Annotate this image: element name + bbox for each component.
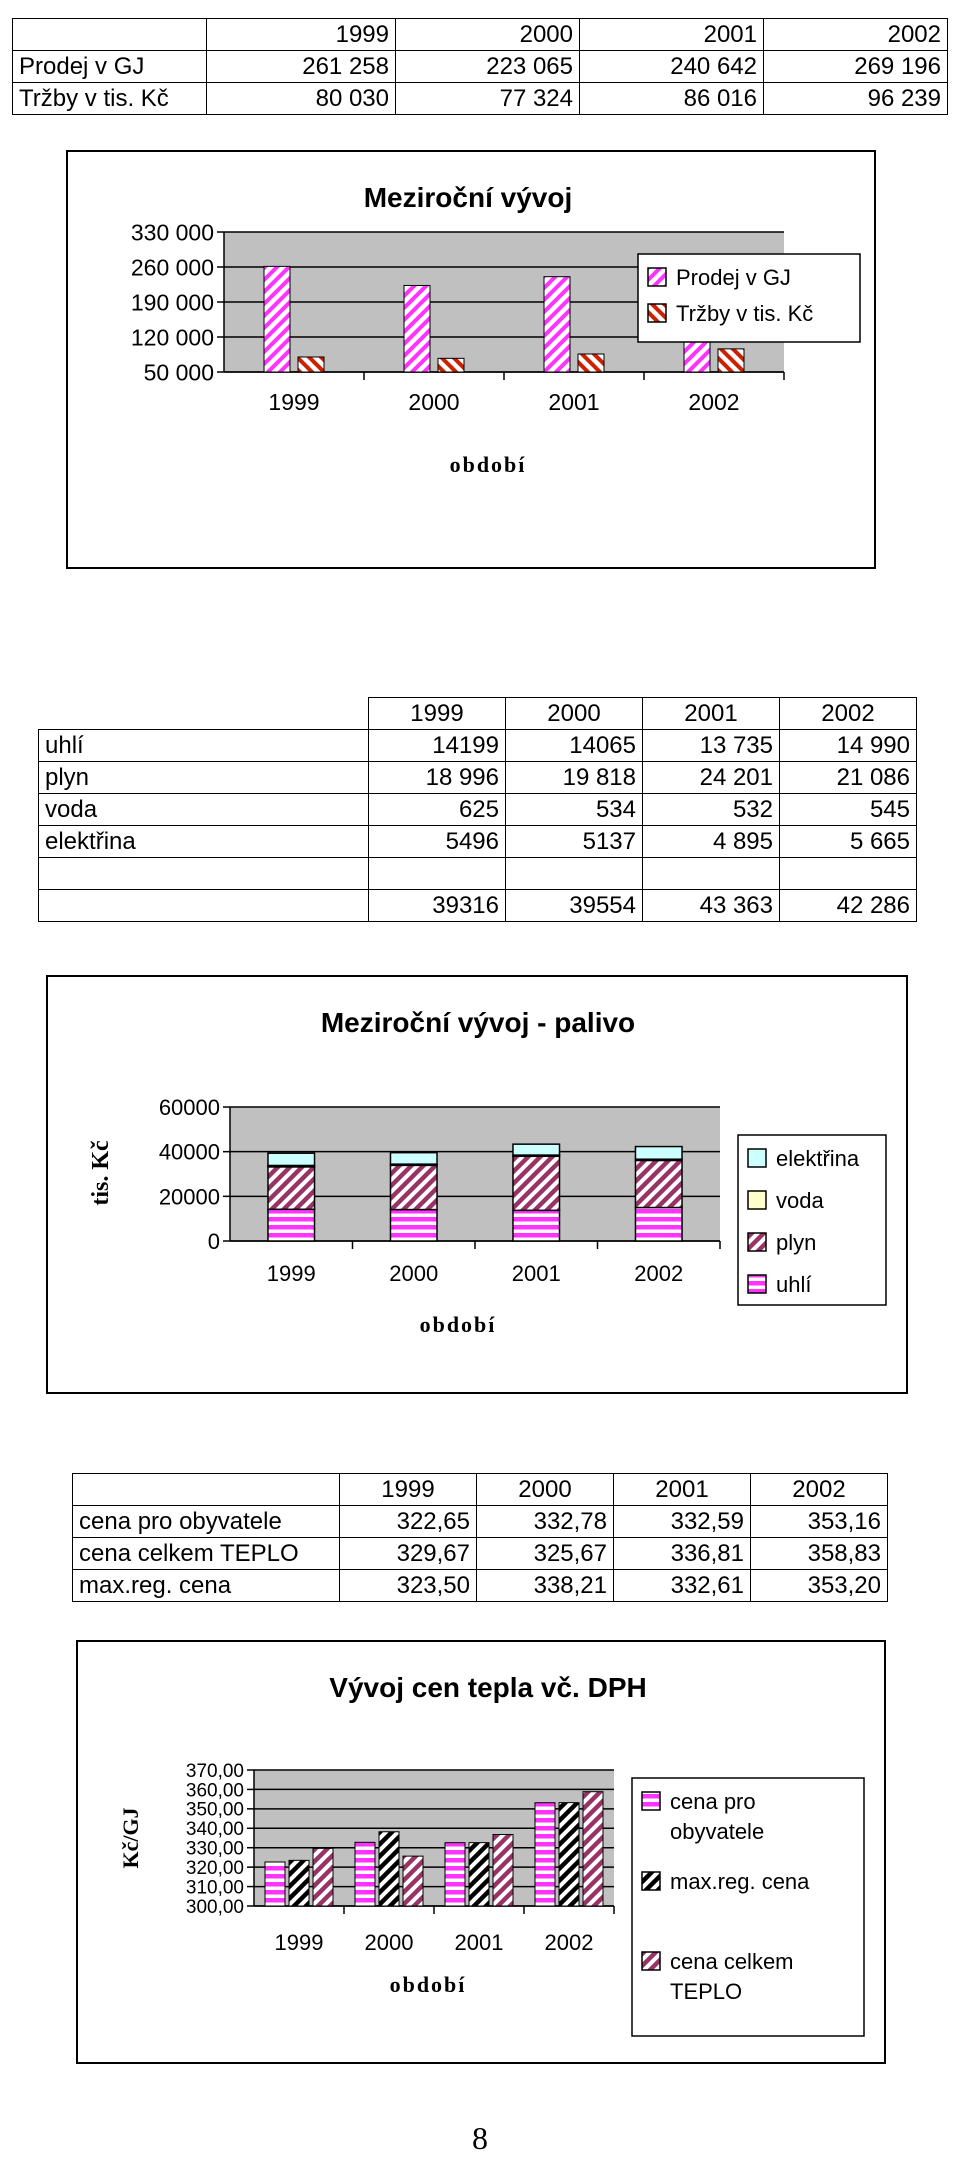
x-tick-label: 2001 (454, 1930, 504, 1955)
year-header: 2000 (396, 19, 580, 51)
legend-swatch (748, 1149, 766, 1167)
total-value: 42 286 (780, 890, 917, 922)
table-row (73, 1538, 888, 1570)
bar (298, 357, 324, 372)
price-table (72, 1473, 888, 1602)
row-label: max.reg. cena (73, 1570, 340, 1602)
cell-value: 332,78 (477, 1506, 614, 1538)
bar (544, 277, 570, 372)
y-tick-label: 60000 (158, 1094, 220, 1120)
cell-value: 336,81 (614, 1538, 751, 1570)
cell-value: 77 324 (396, 83, 580, 115)
cell-value: 21 086 (780, 762, 917, 794)
bar-segment (268, 1153, 315, 1165)
y-tick-label: 370,00 (185, 1760, 244, 1782)
x-tick-label: 2000 (408, 389, 460, 415)
bar (289, 1860, 309, 1906)
cell-value: 14 990 (780, 730, 917, 762)
bar-segment (268, 1167, 315, 1209)
x-tick-label: 2002 (688, 389, 740, 415)
row-label: cena celkem TEPLO (73, 1538, 340, 1570)
cell-value: 325,67 (477, 1538, 614, 1570)
cell-value: 532 (643, 794, 780, 826)
table-row (39, 794, 917, 826)
cell-value: 240 642 (580, 51, 764, 83)
row-label: Prodej v GJ (13, 51, 207, 83)
chart-svg (78, 1642, 884, 2062)
legend-swatch (642, 1792, 660, 1810)
x-axis-label: období (419, 1312, 497, 1337)
table-header-row (13, 19, 948, 51)
row-label: Tržby v tis. Kč (13, 83, 207, 115)
y-tick-label: 0 (207, 1228, 220, 1254)
cell-value: 5137 (506, 826, 643, 858)
bar-segment (513, 1144, 560, 1155)
total-label-cell (39, 890, 369, 922)
year-header: 2000 (477, 1474, 614, 1506)
x-tick-label: 2000 (389, 1261, 439, 1286)
empty-cell (39, 858, 369, 890)
total-value: 39316 (369, 890, 506, 922)
year-header: 1999 (369, 698, 506, 730)
total-value: 43 363 (643, 890, 780, 922)
cell-value: 14199 (369, 730, 506, 762)
bar (583, 1792, 603, 1906)
cell-value: 24 201 (643, 762, 780, 794)
x-axis-label: období (389, 1972, 467, 1997)
year-header: 1999 (340, 1474, 477, 1506)
row-label: cena pro obyvatele (73, 1506, 340, 1538)
bar-segment (513, 1210, 560, 1241)
table-row-empty (39, 858, 917, 890)
y-tick-label: 120 000 (130, 324, 214, 351)
bar (438, 358, 464, 372)
bar (379, 1832, 399, 1906)
chart-heat-price (76, 1640, 886, 2064)
y-tick-label: 20000 (158, 1184, 220, 1210)
x-tick-label: 2000 (364, 1930, 414, 1955)
total-value: 39554 (506, 890, 643, 922)
row-label: uhlí (39, 730, 369, 762)
year-header: 2001 (643, 698, 780, 730)
cell-value: 545 (780, 794, 917, 826)
empty-cell (369, 858, 506, 890)
empty-cell (780, 858, 917, 890)
table-total-row (39, 890, 917, 922)
table-corner-cell (73, 1474, 340, 1506)
cell-value: 534 (506, 794, 643, 826)
x-tick-label: 2001 (548, 389, 600, 415)
cell-value: 14065 (506, 730, 643, 762)
row-label: voda (39, 794, 369, 826)
cell-value: 353,20 (751, 1570, 888, 1602)
bar (403, 1856, 423, 1906)
legend-swatch (648, 304, 666, 322)
y-tick-label: 360,00 (185, 1780, 244, 1802)
legend-label: TEPLO (670, 1979, 743, 2004)
year-header: 2002 (764, 19, 948, 51)
x-tick-label: 1999 (266, 1261, 316, 1286)
table-header-row (39, 698, 917, 730)
legend-label: cena pro (670, 1789, 756, 1814)
legend-swatch (642, 1952, 660, 1970)
chart-sales-revenue (66, 150, 876, 569)
bar (265, 1862, 285, 1906)
legend-label: max.reg. cena (670, 1869, 810, 1894)
cell-value: 625 (369, 794, 506, 826)
legend-label: elektřina (776, 1146, 860, 1171)
bar (445, 1843, 465, 1906)
y-tick-label: 330,00 (185, 1838, 244, 1860)
cell-value: 329,67 (340, 1538, 477, 1570)
y-tick-label: 310,00 (185, 1877, 244, 1899)
legend-swatch (642, 1872, 660, 1890)
y-tick-label: 320,00 (185, 1857, 244, 1879)
y-tick-label: 190 000 (130, 289, 214, 316)
x-axis-label: období (449, 452, 527, 477)
bar (264, 266, 290, 372)
bar (313, 1848, 333, 1906)
year-header: 2001 (580, 19, 764, 51)
row-label: plyn (39, 762, 369, 794)
cell-value: 353,16 (751, 1506, 888, 1538)
cell-value: 332,59 (614, 1506, 751, 1538)
table-corner-cell (13, 19, 207, 51)
page-number: 8 (472, 2120, 488, 2156)
chart-title: Meziroční vývoj - palivo (320, 1007, 636, 1038)
y-tick-label: 260 000 (130, 254, 214, 281)
year-header: 2000 (506, 698, 643, 730)
chart-title: Vývoj cen tepla vč. DPH (329, 1672, 647, 1703)
sales-table (12, 18, 948, 115)
bar (355, 1842, 375, 1906)
legend-label: voda (776, 1188, 824, 1213)
chart-fuel (46, 975, 908, 1394)
cell-value: 332,61 (614, 1570, 751, 1602)
chart-svg (48, 977, 906, 1392)
x-tick-label: 1999 (268, 389, 320, 415)
legend-swatch (748, 1233, 766, 1251)
bar-segment (268, 1209, 315, 1241)
bar (404, 285, 430, 372)
x-tick-label: 2001 (511, 1261, 561, 1286)
legend-label: Prodej v GJ (676, 265, 791, 290)
x-tick-label: 2002 (634, 1261, 684, 1286)
table-row (39, 826, 917, 858)
cell-value: 5 665 (780, 826, 917, 858)
legend-swatch (748, 1191, 766, 1209)
empty-cell (643, 858, 780, 890)
cell-value: 4 895 (643, 826, 780, 858)
table-row (73, 1506, 888, 1538)
x-tick-label: 2002 (544, 1930, 594, 1955)
legend-swatch (748, 1275, 766, 1293)
chart-title: Meziroční vývoj (363, 182, 573, 213)
cell-value: 323,50 (340, 1570, 477, 1602)
cell-value: 96 239 (764, 83, 948, 115)
bar (578, 354, 604, 372)
year-header: 2002 (780, 698, 917, 730)
chart-svg (68, 152, 874, 567)
legend-label: Tržby v tis. Kč (676, 301, 814, 326)
cell-value: 261 258 (207, 51, 396, 83)
table-row (39, 762, 917, 794)
y-tick-label: 340,00 (185, 1819, 244, 1841)
cell-value: 5496 (369, 826, 506, 858)
bar (718, 349, 744, 372)
table-header-row (73, 1474, 888, 1506)
legend-box (632, 1778, 864, 2036)
cell-value: 322,65 (340, 1506, 477, 1538)
legend-swatch (648, 268, 666, 286)
bar-segment (390, 1153, 437, 1164)
bar-segment (635, 1160, 682, 1207)
y-tick-label: 300,00 (185, 1896, 244, 1918)
bar (469, 1843, 489, 1906)
cell-value: 86 016 (580, 83, 764, 115)
table-corner-cell (39, 698, 369, 730)
year-header: 2001 (614, 1474, 751, 1506)
bar-segment (635, 1208, 682, 1241)
bar (559, 1803, 579, 1906)
cell-value: 18 996 (369, 762, 506, 794)
y-axis-label: Kč/GJ (118, 1807, 143, 1869)
table-row (13, 83, 948, 115)
x-tick-label: 1999 (274, 1930, 324, 1955)
bar-segment (513, 1156, 560, 1210)
legend-label: uhlí (776, 1272, 812, 1297)
bar-segment (390, 1165, 437, 1209)
table-row (13, 51, 948, 83)
empty-cell (506, 858, 643, 890)
cell-value: 13 735 (643, 730, 780, 762)
year-header: 1999 (207, 19, 396, 51)
legend-label: plyn (776, 1230, 817, 1255)
bar (535, 1803, 555, 1906)
y-tick-label: 50 000 (143, 359, 214, 386)
cell-value: 80 030 (207, 83, 396, 115)
cell-value: 19 818 (506, 762, 643, 794)
bar-segment (390, 1210, 437, 1241)
cell-value: 338,21 (477, 1570, 614, 1602)
y-tick-label: 350,00 (185, 1799, 244, 1821)
legend-label: cena celkem (670, 1949, 794, 1974)
y-tick-label: 40000 (158, 1139, 220, 1165)
year-header: 2002 (751, 1474, 888, 1506)
table-row (73, 1570, 888, 1602)
table-row (39, 730, 917, 762)
fuel-table (38, 697, 917, 922)
bar (493, 1834, 513, 1906)
cell-value: 269 196 (764, 51, 948, 83)
y-axis-label: tis. Kč (88, 1140, 114, 1206)
legend-label: obyvatele (670, 1819, 765, 1844)
y-tick-label: 330 000 (130, 219, 214, 246)
bar-segment (635, 1147, 682, 1160)
cell-value: 358,83 (751, 1538, 888, 1570)
row-label: elektřina (39, 826, 369, 858)
cell-value: 223 065 (396, 51, 580, 83)
